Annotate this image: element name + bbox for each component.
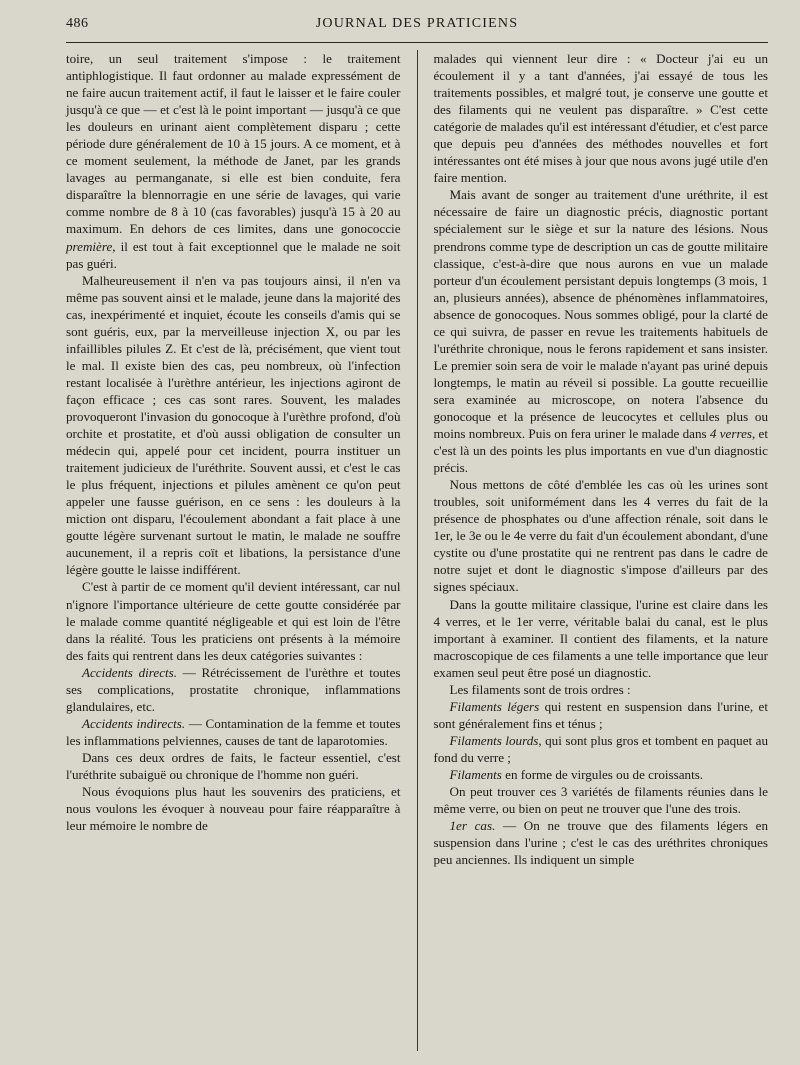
paragraph: [434, 698, 769, 732]
paragraph-text: — Rétrécissement de l'urèthre et toutes ses complications, prostatite chronique, inflammations glandulaires, etc.: [66, 664, 401, 714]
italic-phrase: Accidents directs.: [82, 664, 178, 680]
paragraph: [434, 681, 769, 698]
paragraph-text: — Contamination de la femme et toutes les inflammations pelviennes, causes de tant de laparotomies.: [66, 715, 401, 748]
paragraph: [434, 783, 769, 817]
italic-phrase: Accidents indirects.: [82, 715, 186, 731]
paragraph-text: malades qui viennent leur dire : « Docteur j'ai eu un écoulement il y a tant d'années, j'ai essayé de tous les traitements possibles, et malgré tout, je conserve une goutte et des filaments qui ne veulent pas disparaître. » C'est cette catégorie de malades qu'il est intéressant d'étudier, et c'est parce que depuis peu d'années des méthodes nouvelles et fort intéressantes ont été mises à jour que nous avons jugé utile d'en faire mention.: [433, 51, 768, 186]
paragraph-text: Dans ces deux ordres de faits, le facteur essentiel, c'est l'uréthrite subaiguë ou chronique de l'homme non guéri.: [66, 749, 401, 782]
column-divider: [417, 50, 418, 1051]
italic-phrase: 1er cas.: [449, 818, 496, 834]
right-column: [434, 50, 769, 1051]
paragraph-text: Mais avant de songer au traitement d'une uréthrite, il est nécessaire de faire un diagnostic précis, diagnostic portant spécialement sur le siège et sur la nature des lésions. Nous prendrons comme type de description un cas de goutte militaire classique, c'est-à-dire que nous aurons en vue un malade porteur d'un écoulement persistant depuis longtemps (3 mois, 1 an, plusieurs années), absence de phénomènes inflammatoires, absence de gonocoques. Nous sommes obligé, pour la clarté de ce qui suivra, de passer en revue les traitements habituels de l'uréthrite chronique, nous le ferons rapidement et sans insister. Le premier soin sera de voir le malade n'ayant pas uriné depuis longtemps, le matin au réveil si possible. La goutte recueillie sera examinée au microscope, on notera l'absence du gonocoque et la présence de leucocytes et cellules plus ou moins nombreux. Puis on fera uriner le malade dans: [433, 187, 768, 442]
paragraph: [434, 476, 769, 595]
paragraph: [66, 50, 401, 272]
italic-phrase: Filaments légers: [449, 698, 540, 714]
paragraph-text: Nous mettons de côté d'emblée les cas où les urines sont troubles, soit uniformément dans les 4 verres du fait de la présence de phosphates ou d'une affection rénale, soit dans le 1er, le 3e ou le 4e verre du fait d'un écoulement abondant, d'une cystite ou d'une prostatite qui ne rentrent pas dans le cadre de notre sujet et dont le diagnostic s'impose d'ailleurs par des signes spéciaux.: [433, 477, 768, 595]
paragraph: [66, 664, 401, 715]
italic-phrase: première: [66, 238, 113, 254]
italic-phrase: Filaments: [449, 766, 502, 782]
page-number: 486: [66, 16, 89, 31]
paragraph: [66, 715, 401, 749]
paragraph: [434, 50, 769, 186]
left-column: [66, 50, 401, 1051]
paragraph-text: On peut trouver ces 3 variétés de filaments réunies dans le même verre, ou bien on peut ne trouver que l'une des trois.: [433, 784, 768, 817]
paragraph-text: qui restent en suspension dans l'urine, et sont généralement fins et ténus ;: [433, 698, 768, 731]
italic-phrase: 4 verres: [709, 426, 752, 442]
paragraph-text: Malheureusement il n'en va pas toujours ainsi, il n'en va même pas souvent ainsi et le malade, jeune dans la majorité des cas, inexpérimenté et inquiet, écoute les conseils d'amis qui se sont guéris, eux, par la merveilleuse injection X, ou par les infaillibles pilules Z. Et c'est de là, précisément, que vient tout le mal. Il existe bien des cas, peu nombreux, où l'infection restant localisée à l'urèthre antérieur, les injections agiront de façon efficace ; ces cas sont rares. Souvent, les malades provoqueront l'invasion du gonocoque à l'urèthre profond, d'où orchite et prostatite, et d'où aussi obligation de consulter un médecin qui, appelé pour cet incident, pourra instituer un traitement judicieux de l'uréthrite. Souvent aussi, et c'est le cas le plus fréquent, injections et pilules amènent ce qu'on peut appeler une fausse guérison, en ce sens : les douleurs à la miction ont disparu, l'écoulement abondant a fait place à une goutte légère survenant surtout le matin, le malade ne souffre aucunement, il a repris coït et libations, la persistance d'une légère goutte le laisse indifférent.: [66, 272, 401, 578]
paragraph-text: , et c'est là un des points les plus importants en vue d'un diagnostic précis.: [433, 426, 769, 476]
paragraph: [66, 272, 401, 579]
text-columns: [66, 50, 768, 1051]
paragraph: [66, 783, 401, 834]
paragraph-text: , il est tout à fait exceptionnel que le malade ne soit pas guéri.: [66, 238, 401, 271]
paragraph: [434, 186, 769, 476]
paragraph-text: Nous évoquions plus haut les souvenirs des praticiens, et nous voulons les évoquer à nouveau pour faire réapparaître à leur mémoire le nombre de: [66, 784, 401, 834]
header-rule: [66, 42, 768, 43]
paragraph-text: toire, un seul traitement s'impose : le traitement antiphlogistique. Il faut ordonner au malade expressément de ne faire aucun traitement actif, il faut le laisser et le faire couler jusqu'à ce que — et c'est là le point important — jusqu'à ce que les douleurs en urinant aient complètement disparu ; cette période dure généralement de 10 à 15 jours. A ce moment, et à ce moment seulement, la méthode de Janet, par les grands lavages au permanganate, si elle est bien conduite, fera disparaître la blennorragie en une série de lavages, qui varie comme nombre de 8 à 10 (cas favorables) jusqu'à 15 à 20 au maximum. En dehors de ces limites, dans une gonococcie: [66, 51, 401, 237]
paragraph-text: Dans la goutte militaire classique, l'urine est claire dans les 4 verres, et le 1er verre, véritable balai du canal, est le plus important à examiner. Il contient des filaments, et la nature macroscopique de ces filaments a une telle importance que leur examen seul peut être posé un diagnostic.: [433, 596, 768, 680]
paragraph: [66, 578, 401, 663]
paragraph-text: en forme de virgules ou de croissants.: [501, 766, 704, 782]
paragraph: [434, 766, 769, 783]
paragraph-text: Les filaments sont de trois ordres :: [449, 681, 631, 697]
paragraph-text: — On ne trouve que des filaments légers en suspension dans l'urine ; c'est le cas des uréthrites chroniques peu anciennes. Ils indiquent un simple: [433, 818, 768, 868]
page-header: [66, 16, 768, 38]
paragraph: [434, 596, 769, 681]
paragraph: [66, 749, 401, 783]
italic-phrase: Filaments lourds: [449, 732, 539, 748]
paragraph-text: C'est à partir de ce moment qu'il devient intéressant, car nul n'ignore l'importance ultérieure de cette goutte considérée par le malade comme quantité négligeable et qui est loin de l'être dans la réalité. Tous les praticiens ont présents à la mémoire des faits qui rentrent dans les deux catégories suivantes :: [66, 579, 401, 663]
paragraph: [434, 732, 769, 766]
running-title: JOURNAL DES PRATICIENS: [315, 16, 519, 31]
paragraph: [434, 817, 769, 868]
paragraph-text: , qui sont plus gros et tombent en paquet au fond du verre ;: [433, 732, 768, 765]
